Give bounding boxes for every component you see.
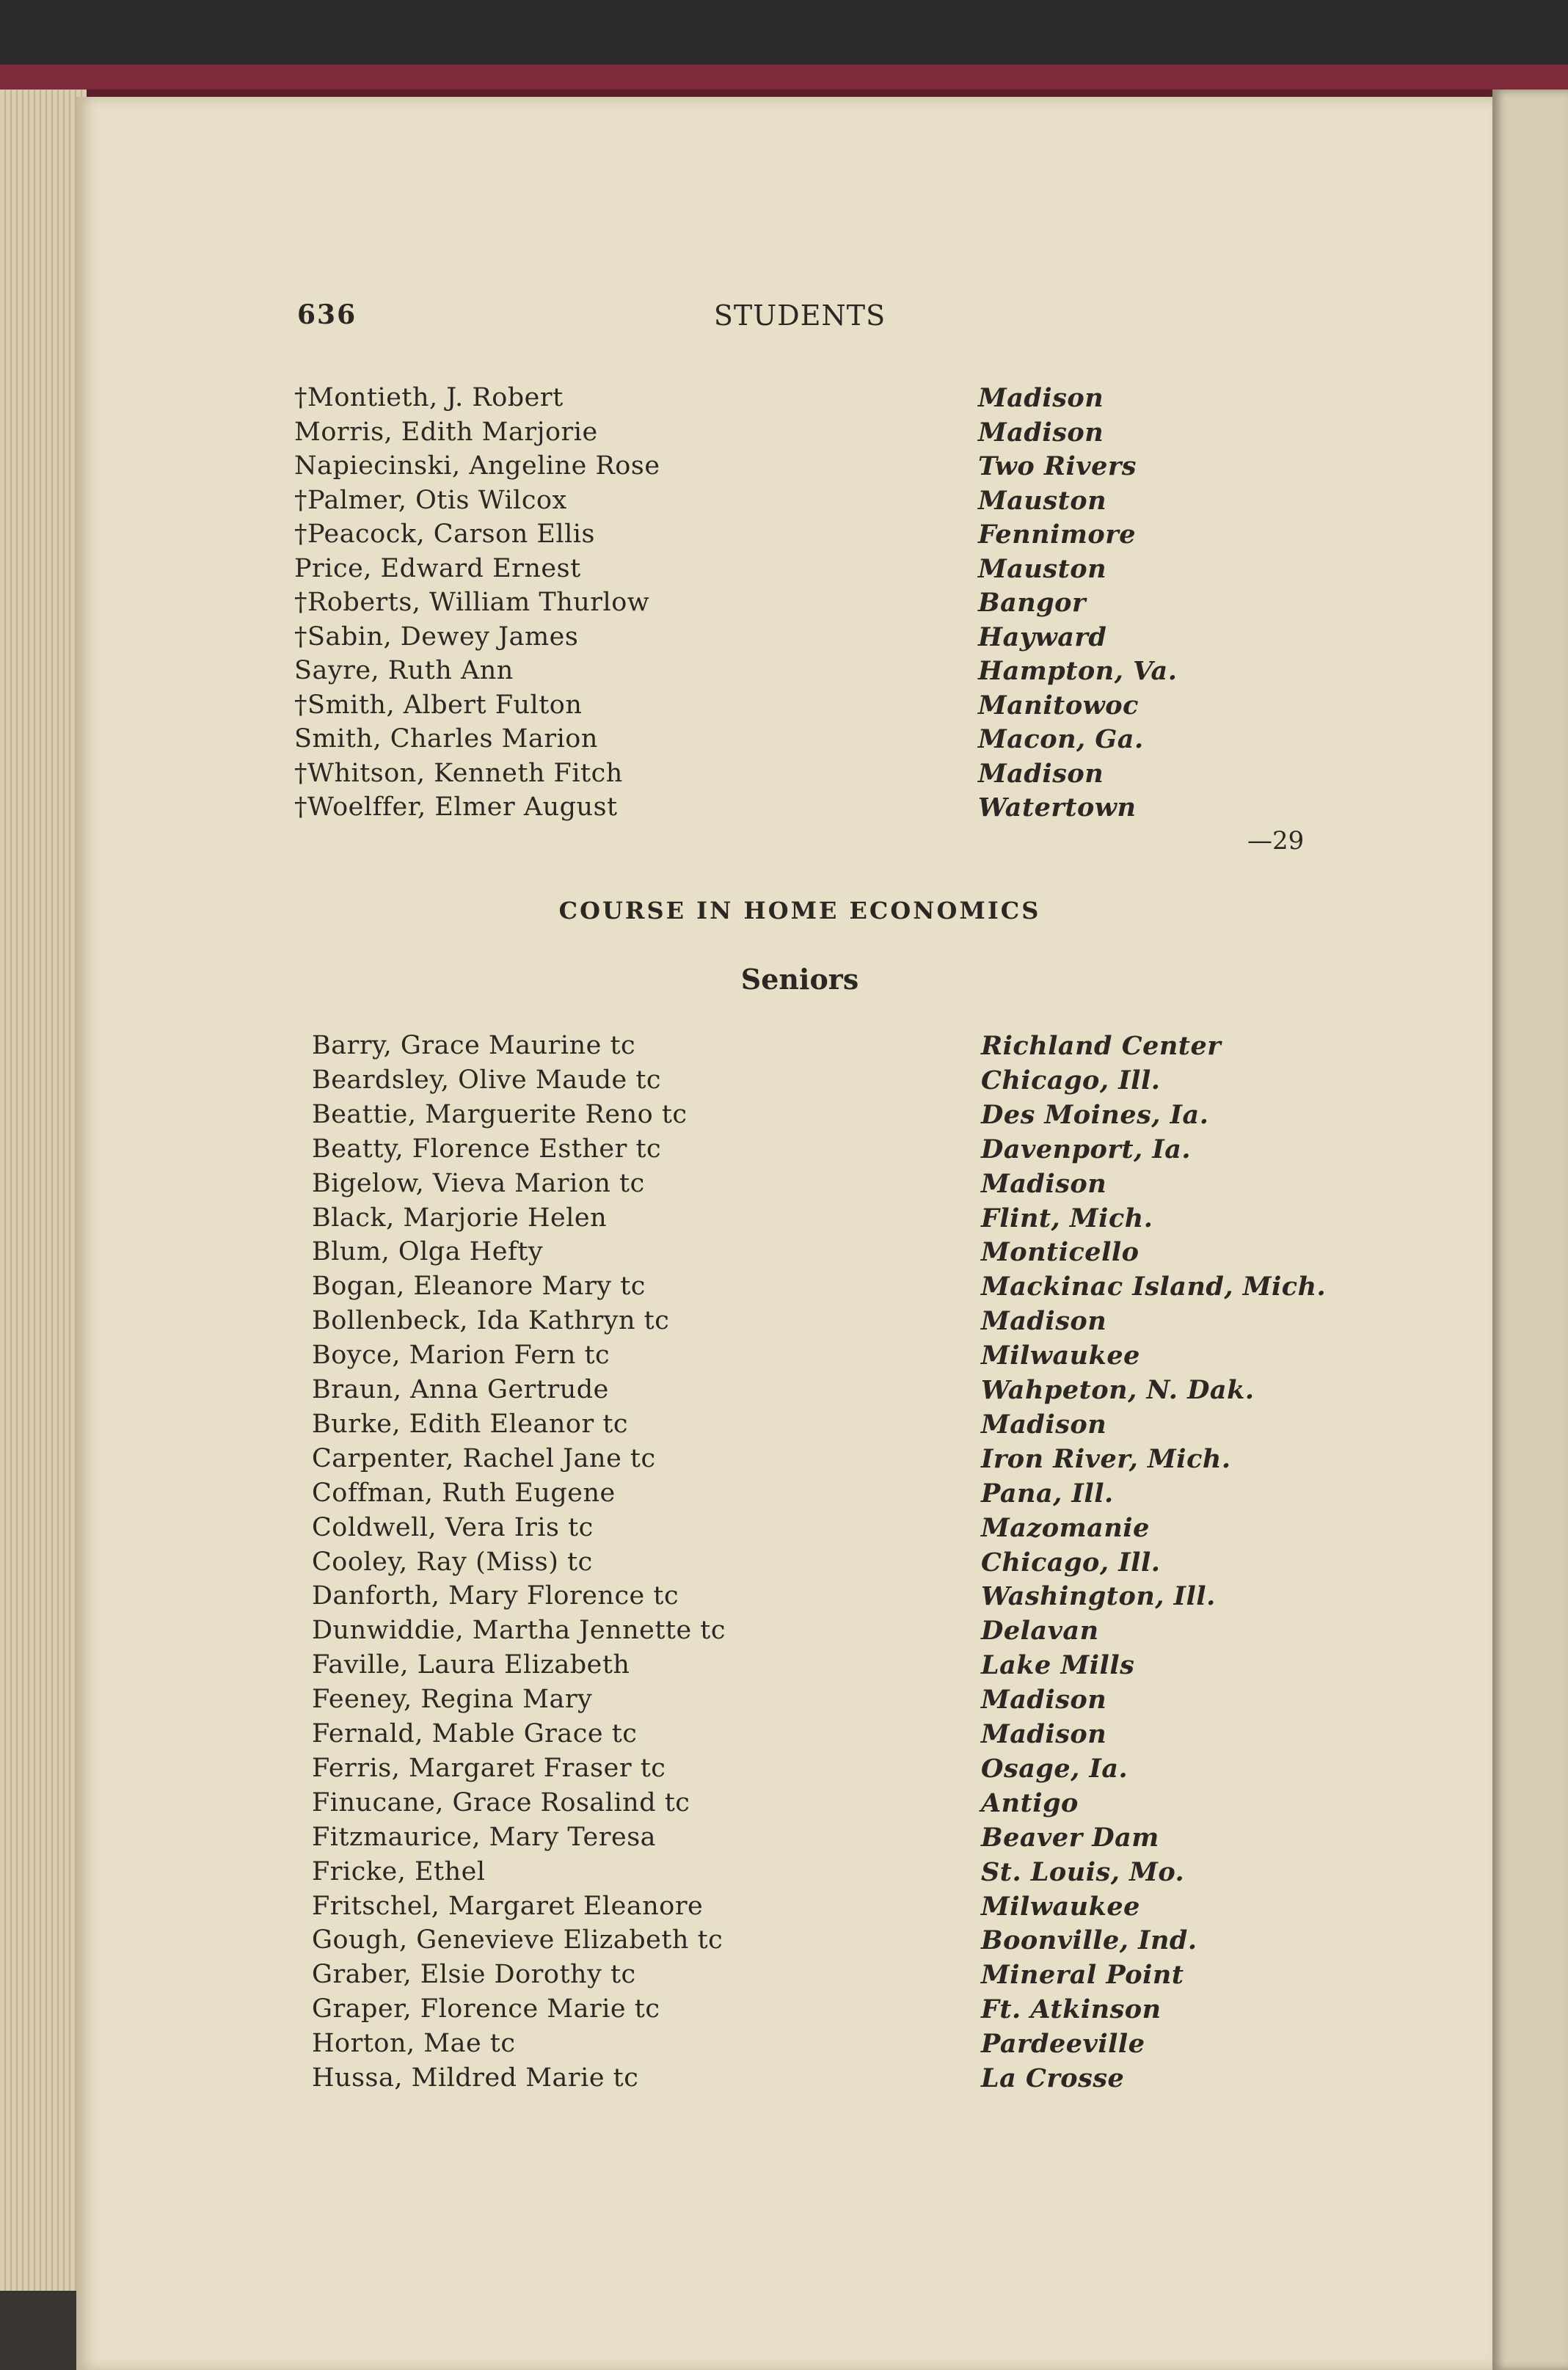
student-name: Carpenter, Rachel Jane tc [312, 1443, 656, 1473]
list-item [294, 690, 1383, 724]
section-title: COURSE IN HOME ECONOMICS [558, 897, 1041, 925]
student-name: Bogan, Eleanore Mary tc [312, 1272, 646, 1302]
student-name: Blum, Olga Hefty [312, 1237, 544, 1267]
student-hometown: Hampton, Va. [978, 656, 1178, 686]
student-name: Finucane, Grace Rosalind tc [312, 1787, 690, 1817]
student-hometown: Madison [981, 1306, 1107, 1337]
student-hometown: Two Rivers [978, 451, 1137, 481]
student-hometown: Iron River, Mich. [981, 1443, 1231, 1474]
list-item [297, 1892, 1383, 1925]
list-item [297, 1169, 1383, 1203]
student-name: Beatty, Florence Esther tc [312, 1134, 662, 1164]
student-hometown: Watertown [978, 792, 1137, 823]
student-name: †Woelffer, Elmer August [294, 792, 618, 822]
list-item [297, 1581, 1383, 1615]
list-item [294, 758, 1383, 792]
student-hometown: Lake Mills [981, 1650, 1135, 1681]
facing-page-edge [1492, 90, 1568, 2370]
student-name: Price, Edward Ernest [294, 553, 581, 583]
student-name: Beardsley, Olive Maude tc [312, 1065, 662, 1095]
student-hometown: Madison [981, 1168, 1107, 1199]
student-name: †Palmer, Otis Wilcox [294, 485, 567, 515]
list-item [294, 485, 1383, 519]
running-head: STUDENTS [713, 299, 886, 332]
student-hometown: Milwaukee [981, 1891, 1140, 1922]
student-name: Morris, Edith Marjorie [294, 417, 598, 447]
student-hometown: Monticello [981, 1237, 1139, 1268]
student-hometown: Madison [978, 758, 1104, 789]
student-name: Cooley, Ray (Miss) tc [312, 1547, 593, 1577]
list-item [297, 1925, 1383, 1959]
student-hometown: Beaver Dam [981, 1822, 1159, 1853]
student-hometown: Madison [981, 1719, 1107, 1749]
student-name: †Whitson, Kenneth Fitch [294, 758, 623, 788]
student-hometown: Davenport, Ia. [981, 1134, 1192, 1164]
student-name: Braun, Anna Gertrude [312, 1375, 609, 1404]
list-item [297, 1685, 1383, 1718]
page-edges [0, 90, 87, 2291]
student-name: Feeney, Regina Mary [312, 1685, 593, 1715]
student-name: Bigelow, Vieva Marion tc [312, 1168, 645, 1198]
student-hometown: Macon, Ga. [978, 724, 1144, 754]
list-item [297, 1203, 1383, 1237]
student-hometown: Manitowoc [978, 690, 1139, 721]
list-item [297, 2063, 1383, 2097]
book-cover-edge [0, 65, 1568, 97]
student-hometown: Bangor [978, 588, 1086, 618]
subsection-title: Seniors [740, 963, 859, 996]
student-name: Fernald, Mable Grace tc [312, 1719, 638, 1749]
student-hometown: Madison [978, 417, 1104, 448]
student-name: Napiecinski, Angeline Rose [294, 451, 660, 481]
list-item [294, 588, 1383, 621]
student-name: †Smith, Albert Fulton [294, 690, 583, 720]
student-name: Coldwell, Vera Iris tc [312, 1512, 594, 1542]
student-hometown: Osage, Ia. [981, 1753, 1128, 1784]
list-item [297, 2029, 1383, 2063]
student-hometown: Madison [981, 1685, 1107, 1715]
subtotal: —29 [1247, 826, 1305, 856]
list-item [297, 1375, 1383, 1409]
student-name: Fitzmaurice, Mary Teresa [312, 1822, 657, 1852]
list-item [297, 1444, 1383, 1478]
student-name: Sayre, Ruth Ann [294, 656, 514, 685]
list-item [297, 1960, 1383, 1994]
list-item [294, 383, 1383, 417]
background-top [0, 0, 1568, 68]
student-hometown: Richland Center [981, 1031, 1222, 1061]
student-hometown: Chicago, Ill. [981, 1065, 1161, 1095]
list-item [294, 792, 1383, 826]
student-hometown: Delavan [981, 1616, 1099, 1647]
student-hometown: Hayward [978, 621, 1107, 652]
student-hometown: Washington, Ill. [981, 1581, 1216, 1612]
student-name: Graber, Elsie Dorothy tc [312, 1960, 636, 1990]
student-hometown: Ft. Atkinson [981, 1994, 1162, 2025]
list-item [297, 1065, 1383, 1099]
student-hometown: Wahpeton, N. Dak. [981, 1375, 1255, 1405]
list-item [297, 1306, 1383, 1340]
list-item [297, 1410, 1383, 1443]
student-hometown: Mauston [978, 485, 1107, 516]
student-name: Ferris, Margaret Fraser tc [312, 1753, 666, 1783]
list-item [297, 1031, 1383, 1065]
list-item [294, 417, 1383, 451]
list-item [297, 1100, 1383, 1134]
student-name: Fricke, Ethel [312, 1856, 486, 1886]
list-item [297, 1272, 1383, 1305]
list-item [297, 1478, 1383, 1512]
student-hometown: Mauston [978, 553, 1107, 584]
student-name: Gough, Genevieve Elizabeth tc [312, 1925, 723, 1955]
student-name: Boyce, Marion Fern tc [312, 1341, 610, 1371]
student-hometown: Mazomanie [981, 1512, 1150, 1543]
list-item [294, 451, 1383, 485]
student-name: Faville, Laura Elizabeth [312, 1650, 630, 1680]
list-item [297, 1650, 1383, 1684]
list-item [297, 1788, 1383, 1822]
student-hometown: Pardeeville [981, 2029, 1145, 2060]
list-item [297, 1823, 1383, 1856]
list-item [297, 1237, 1383, 1271]
student-hometown: Madison [978, 383, 1104, 413]
list-item [294, 553, 1383, 588]
student-name: Hussa, Mildred Marie tc [312, 2063, 639, 2093]
student-name: Graper, Florence Marie tc [312, 1994, 660, 2024]
list-item [297, 1857, 1383, 1891]
student-hometown: Pana, Ill. [981, 1478, 1114, 1509]
page-number: 636 [297, 299, 357, 330]
student-name: Coffman, Ruth Eugene [312, 1478, 616, 1508]
student-hometown: Boonville, Ind. [981, 1925, 1197, 1956]
page-header [297, 299, 1302, 343]
student-hometown: Madison [981, 1409, 1107, 1440]
list-item [297, 1754, 1383, 1787]
list-item [297, 1341, 1383, 1374]
student-hometown: Des Moines, Ia. [981, 1099, 1209, 1130]
student-name: Smith, Charles Marion [294, 724, 598, 754]
student-name: †Montieth, J. Robert [294, 383, 564, 412]
student-name: Danforth, Mary Florence tc [312, 1581, 679, 1611]
student-name: †Peacock, Carson Ellis [294, 519, 595, 549]
student-name: Fritschel, Margaret Eleanore [312, 1891, 704, 1921]
student-hometown: Chicago, Ill. [981, 1547, 1161, 1578]
list-item [297, 1994, 1383, 2028]
student-name: Dunwiddie, Martha Jennette tc [312, 1616, 726, 1646]
list-item [294, 656, 1383, 690]
student-name: Beattie, Marguerite Reno tc [312, 1099, 688, 1129]
list-item [294, 724, 1383, 758]
student-hometown: Antigo [981, 1787, 1079, 1818]
list-item [294, 621, 1383, 656]
student-hometown: Mineral Point [981, 1960, 1184, 1991]
list-item [297, 1547, 1383, 1581]
list-item [294, 519, 1383, 553]
student-name: Black, Marjorie Helen [312, 1203, 608, 1233]
student-name: Barry, Grace Maurine tc [312, 1031, 636, 1060]
student-hometown: Mackinac Island, Mich. [981, 1272, 1327, 1302]
student-hometown: St. Louis, Mo. [981, 1856, 1185, 1887]
student-hometown: Fennimore [978, 519, 1136, 550]
list-item [297, 1616, 1383, 1649]
student-hometown: Milwaukee [981, 1341, 1140, 1371]
student-name: †Sabin, Dewey James [294, 621, 579, 652]
list-item [297, 1134, 1383, 1168]
student-name: Horton, Mae tc [312, 2029, 516, 2059]
list-item [297, 1513, 1383, 1547]
student-name: Bollenbeck, Ida Kathryn tc [312, 1306, 670, 1336]
student-hometown: La Crosse [981, 2063, 1125, 2093]
student-name: Burke, Edith Eleanor tc [312, 1409, 629, 1439]
student-hometown: Flint, Mich. [981, 1203, 1153, 1233]
student-name: †Roberts, William Thurlow [294, 588, 650, 617]
list-item [297, 1719, 1383, 1753]
